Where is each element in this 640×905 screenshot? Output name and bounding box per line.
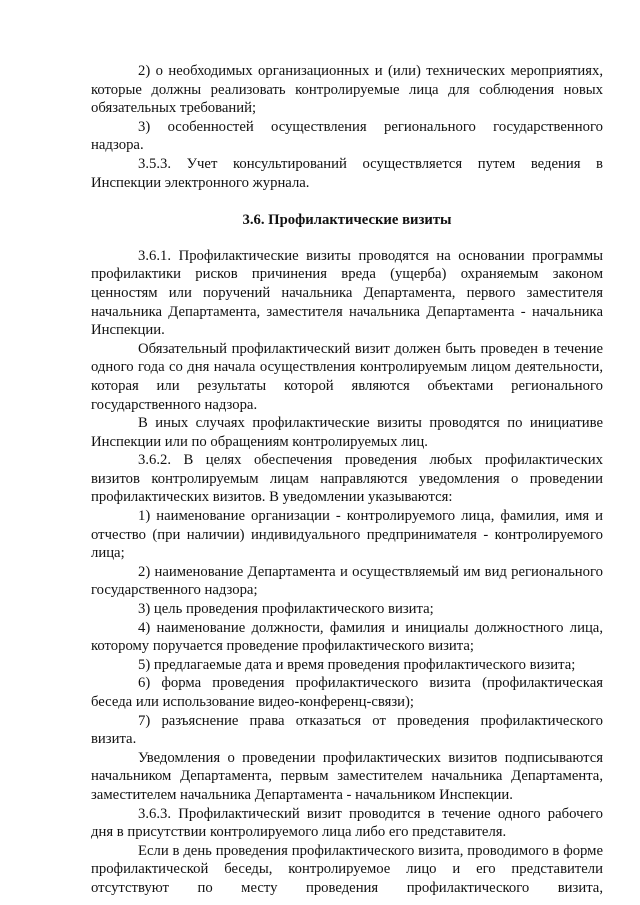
list-item-7: 7) разъяснение права отказаться от проведения профилактического визита. [91,712,603,748]
document-page [91,62,603,898]
paragraph-item-3-features: 3) особенностей осуществления регионального государственного надзора. [91,118,603,154]
paragraph-3-5-3: 3.5.3. Учет консультирований осуществляется путем ведения в Инспекции электронного журнала. [91,155,603,191]
paragraph-3-6-3: 3.6.3. Профилактический визит проводится в течение одного рабочего дня в присутствии контролируемого лица либо его представителя. [91,805,603,841]
list-item-5: 5) предлагаемые дата и время проведения профилактического визита; [138,656,576,673]
list-item-6: 6) форма проведения профилактического визита (профилактическая беседа или использование видео-конференц-связи); [91,675,603,710]
list-item-1: 1) наименование организации - контролируемого лица, фамилия, имя и отчество (при наличии) индивидуального предпринимателя - контролируемого лица; [91,508,603,562]
paragraph-3-6-1: 3.6.1. Профилактические визиты проводятся на основании программы профилактики рисков причинения вреда (ущерба) охраняемым законом ценностям или поручений начальника Департамента, первого заместителя начальника Департамента, заместителя начальника Департамента - начальника Инспекции. [91,247,603,339]
list-item-4: 4) наименование должности, фамилия и инициалы должностного лица, которому поручается проведение профилактического визита; [91,619,603,655]
section-heading: 3.6. Профилактические визиты [242,212,452,229]
list-item-3: 3) цель проведения профилактического визита; [138,601,434,618]
paragraph-other-cases: В иных случаях профилактические визиты проводятся по инициативе Инспекции или по обращениям контролируемых лиц. [91,415,603,450]
paragraph-3-6-2: 3.6.2. В целях обеспечения проведения любых профилактических визитов контролируемым лицам направляются уведомления о проведении профилактических визитов. В уведомлении указываются: [91,452,603,506]
paragraph-mandatory-visit: Обязательный профилактический визит должен быть проведен в течение одного года со дня начала осуществления контролируемым лицом деятельности, которая или результаты которой являются объектами регионального государственного надзора. [91,340,603,413]
paragraph-item-2-measures: 2) о необходимых организационных и (или) технических мероприятиях, которые должны реализовать контролируемые лица для соблюдения новых обязательных требований; [91,63,603,117]
paragraph-absence: Если в день проведения профилактического визита, проводимого в форме профилактической беседы, контролируемое лицо и его представители отсутствуют по месту проведения профилактического визита, [91,842,603,896]
paragraph-notifications-signed: Уведомления о проведении профилактических визитов подписываются начальником Департамента, первым заместителем начальника Департамента, заместителем начальника Департамента - начальником Инспекции. [91,749,603,803]
list-item-2: 2) наименование Департамента и осуществляемый им вид регионального государственного надзора; [91,563,603,599]
